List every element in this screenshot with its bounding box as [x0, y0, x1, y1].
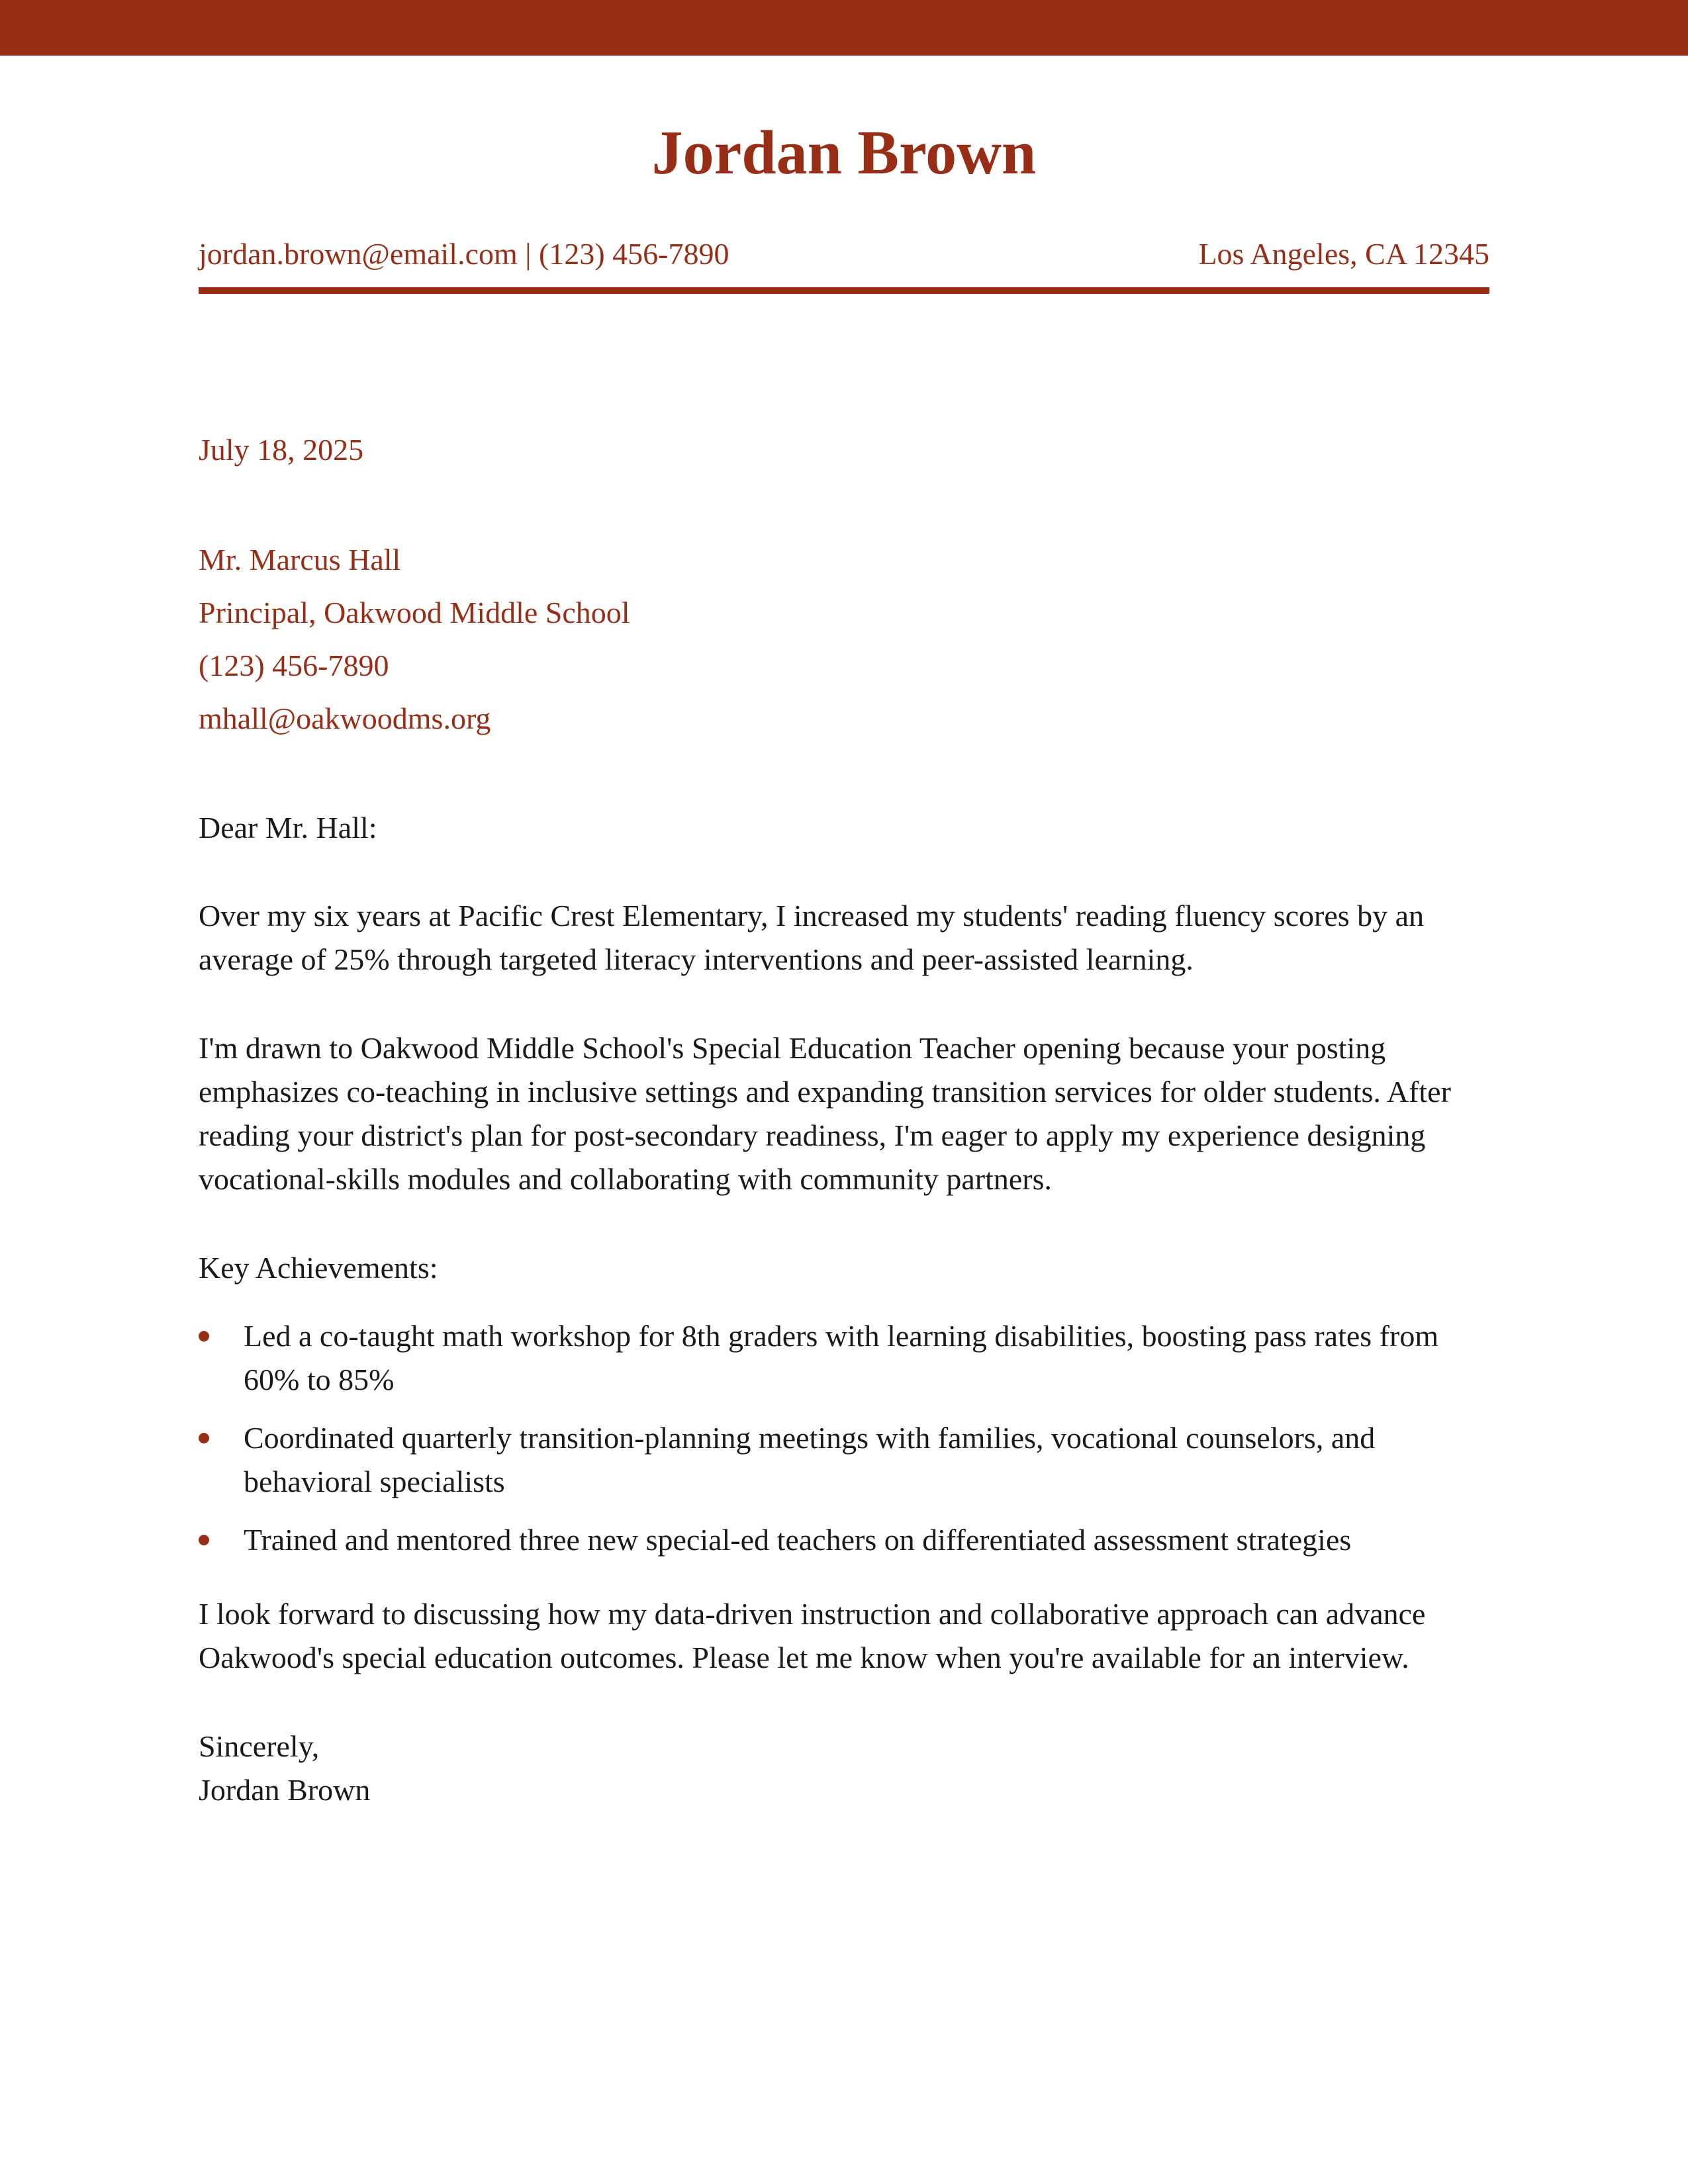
header-divider: [199, 287, 1489, 294]
top-accent-band: [0, 0, 1688, 56]
achievements-list: [199, 1314, 1489, 1576]
sender-location: Los Angeles, CA 12345: [1198, 237, 1489, 271]
bullet-dot-icon: [199, 1535, 209, 1545]
list-item: [199, 1314, 1489, 1402]
recipient-phone: (123) 456-7890: [199, 649, 389, 682]
bullet-dot-icon: [199, 1331, 209, 1342]
signoff: Sincerely,: [199, 1729, 320, 1763]
sender-name: Jordan Brown: [651, 118, 1037, 187]
recipient-email: mhall@oakwoodms.org: [199, 702, 491, 735]
achievement-text: Coordinated quarterly transition-planning meetings with families, vocational counselors, and behavioral specialists: [244, 1421, 1376, 1498]
signature-name: Jordan Brown: [199, 1773, 371, 1807]
achievement-text: Trained and mentored three new special-ed teachers on differentiated assessment strategies: [244, 1523, 1352, 1557]
paragraph-closing: I look forward to discussing how my data-driven instruction and collaborative approach can advance Oakwood's special education outcomes. Please let me know when you're available for an interview.: [199, 1597, 1426, 1674]
achievement-text: Led a co-taught math workshop for 8th graders with learning disabilities, boosting pass rates from 60% to 85%: [244, 1319, 1439, 1396]
letter-date: July 18, 2025: [199, 433, 364, 467]
list-item: [199, 1518, 1489, 1562]
recipient-title: Principal, Oakwood Middle School: [199, 596, 630, 629]
paragraph-motivation: I'm drawn to Oakwood Middle School's Special Education Teacher opening because your posting emphasizes co-teaching in inclusive settings and expanding transition services for older students. After reading your district's plan for post-secondary readiness, I'm eager to apply my experience designing vocational-skills modules and collaborating with community partners.: [199, 1031, 1451, 1196]
salutation: Dear Mr. Hall:: [199, 811, 377, 844]
recipient-name: Mr. Marcus Hall: [199, 543, 401, 576]
list-item: [199, 1416, 1489, 1504]
sender-email-phone: jordan.brown@email.com | (123) 456-7890: [199, 237, 729, 271]
paragraph-intro: Over my six years at Pacific Crest Elementary, I increased my students' reading fluency scores by an average of 25% through targeted literacy interventions and peer-assisted learning.: [199, 899, 1425, 976]
achievements-heading: Key Achievements:: [199, 1251, 438, 1285]
bullet-dot-icon: [199, 1433, 209, 1443]
